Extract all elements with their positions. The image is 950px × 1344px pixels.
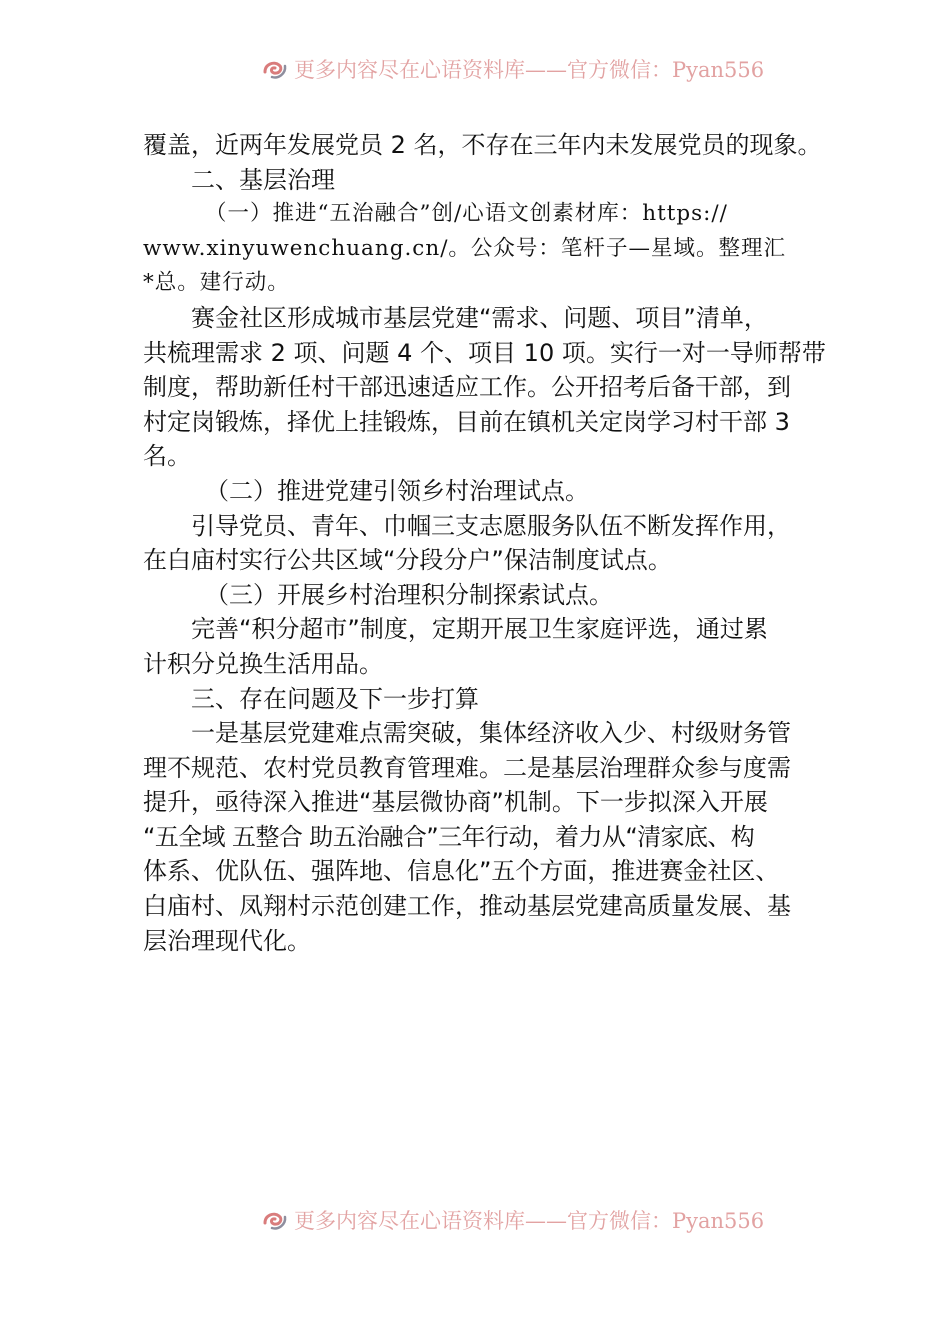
- body-line: 完善“积分超市”制度，定期开展卫生家庭评选，通过累: [191, 615, 768, 644]
- body-line: 赛金社区形成城市基层党建“需求、问题、项目”清单，: [191, 303, 768, 332]
- body-line: 在白庙村实行公共区域“分段分户”保洁制度试点。: [143, 546, 672, 575]
- swirl-logo-icon: [262, 58, 288, 80]
- footer-watermark: [0, 1209, 950, 1239]
- subsection-heading: （二）推进党建引领乡村治理试点。: [205, 476, 589, 505]
- body-line: 名。: [143, 442, 191, 471]
- body-line: 计积分兑换生活用品。: [143, 649, 383, 678]
- swirl-logo-icon: [262, 1209, 288, 1231]
- watermark-text: 更多内容尽在心语资料库——官方微信：Pyan556: [294, 58, 765, 82]
- body-line: 提升，亟待深入推进“基层微协商”机制。下一步拟深入开展: [143, 788, 768, 817]
- body-line: 一是基层党建难点需突破，集体经济收入少、村级财务管: [191, 719, 791, 748]
- body-line: 理不规范、农村党员教育管理难。二是基层治理群众参与度需: [143, 753, 791, 782]
- header-watermark: [0, 58, 950, 88]
- document-body: [143, 128, 826, 958]
- watermark-text: 更多内容尽在心语资料库——官方微信：Pyan556: [294, 1209, 765, 1233]
- body-line: 体系、优队伍、强阵地、信息化”五个方面，推进赛金社区、: [143, 857, 780, 886]
- body-line: “五全域 五整合 助五治融合”三年行动，着力从“清家底、构: [143, 822, 755, 851]
- body-line: 村定岗锻炼，择优上挂锻炼，目前在镇机关定岗学习村干部 3: [143, 407, 790, 436]
- body-line: *总。建行动。: [143, 270, 290, 296]
- body-line: 引导党员、青年、巾帼三支志愿服务队伍不断发挥作用，: [191, 511, 791, 540]
- body-line: 层治理现代化。: [143, 926, 311, 955]
- section-heading: 三、存在问题及下一步打算: [191, 684, 479, 713]
- body-line: 制度，帮助新任村干部迅速适应工作。公开招考后备干部，到: [143, 373, 791, 402]
- body-line: 覆盖，近两年发展党员 2 名，不存在三年内未发展党员的现象。: [143, 131, 822, 159]
- body-line: 共梳理需求 2 项、问题 4 个、项目 10 项。实行一对一导师帮带: [143, 338, 826, 367]
- subsection-heading: （三）开展乡村治理积分制探索试点。: [205, 580, 613, 609]
- subsection-heading: （一）推进“五治融合”创/心语文创素材库：https://: [205, 201, 728, 227]
- body-line: www.xinyuwenchuang.cn/。公众号：笔杆子—星域。整理汇: [143, 235, 786, 261]
- section-heading: 二、基层治理: [191, 165, 335, 194]
- body-line: 白庙村、凤翔村示范创建工作，推动基层党建高质量发展、基: [143, 892, 791, 921]
